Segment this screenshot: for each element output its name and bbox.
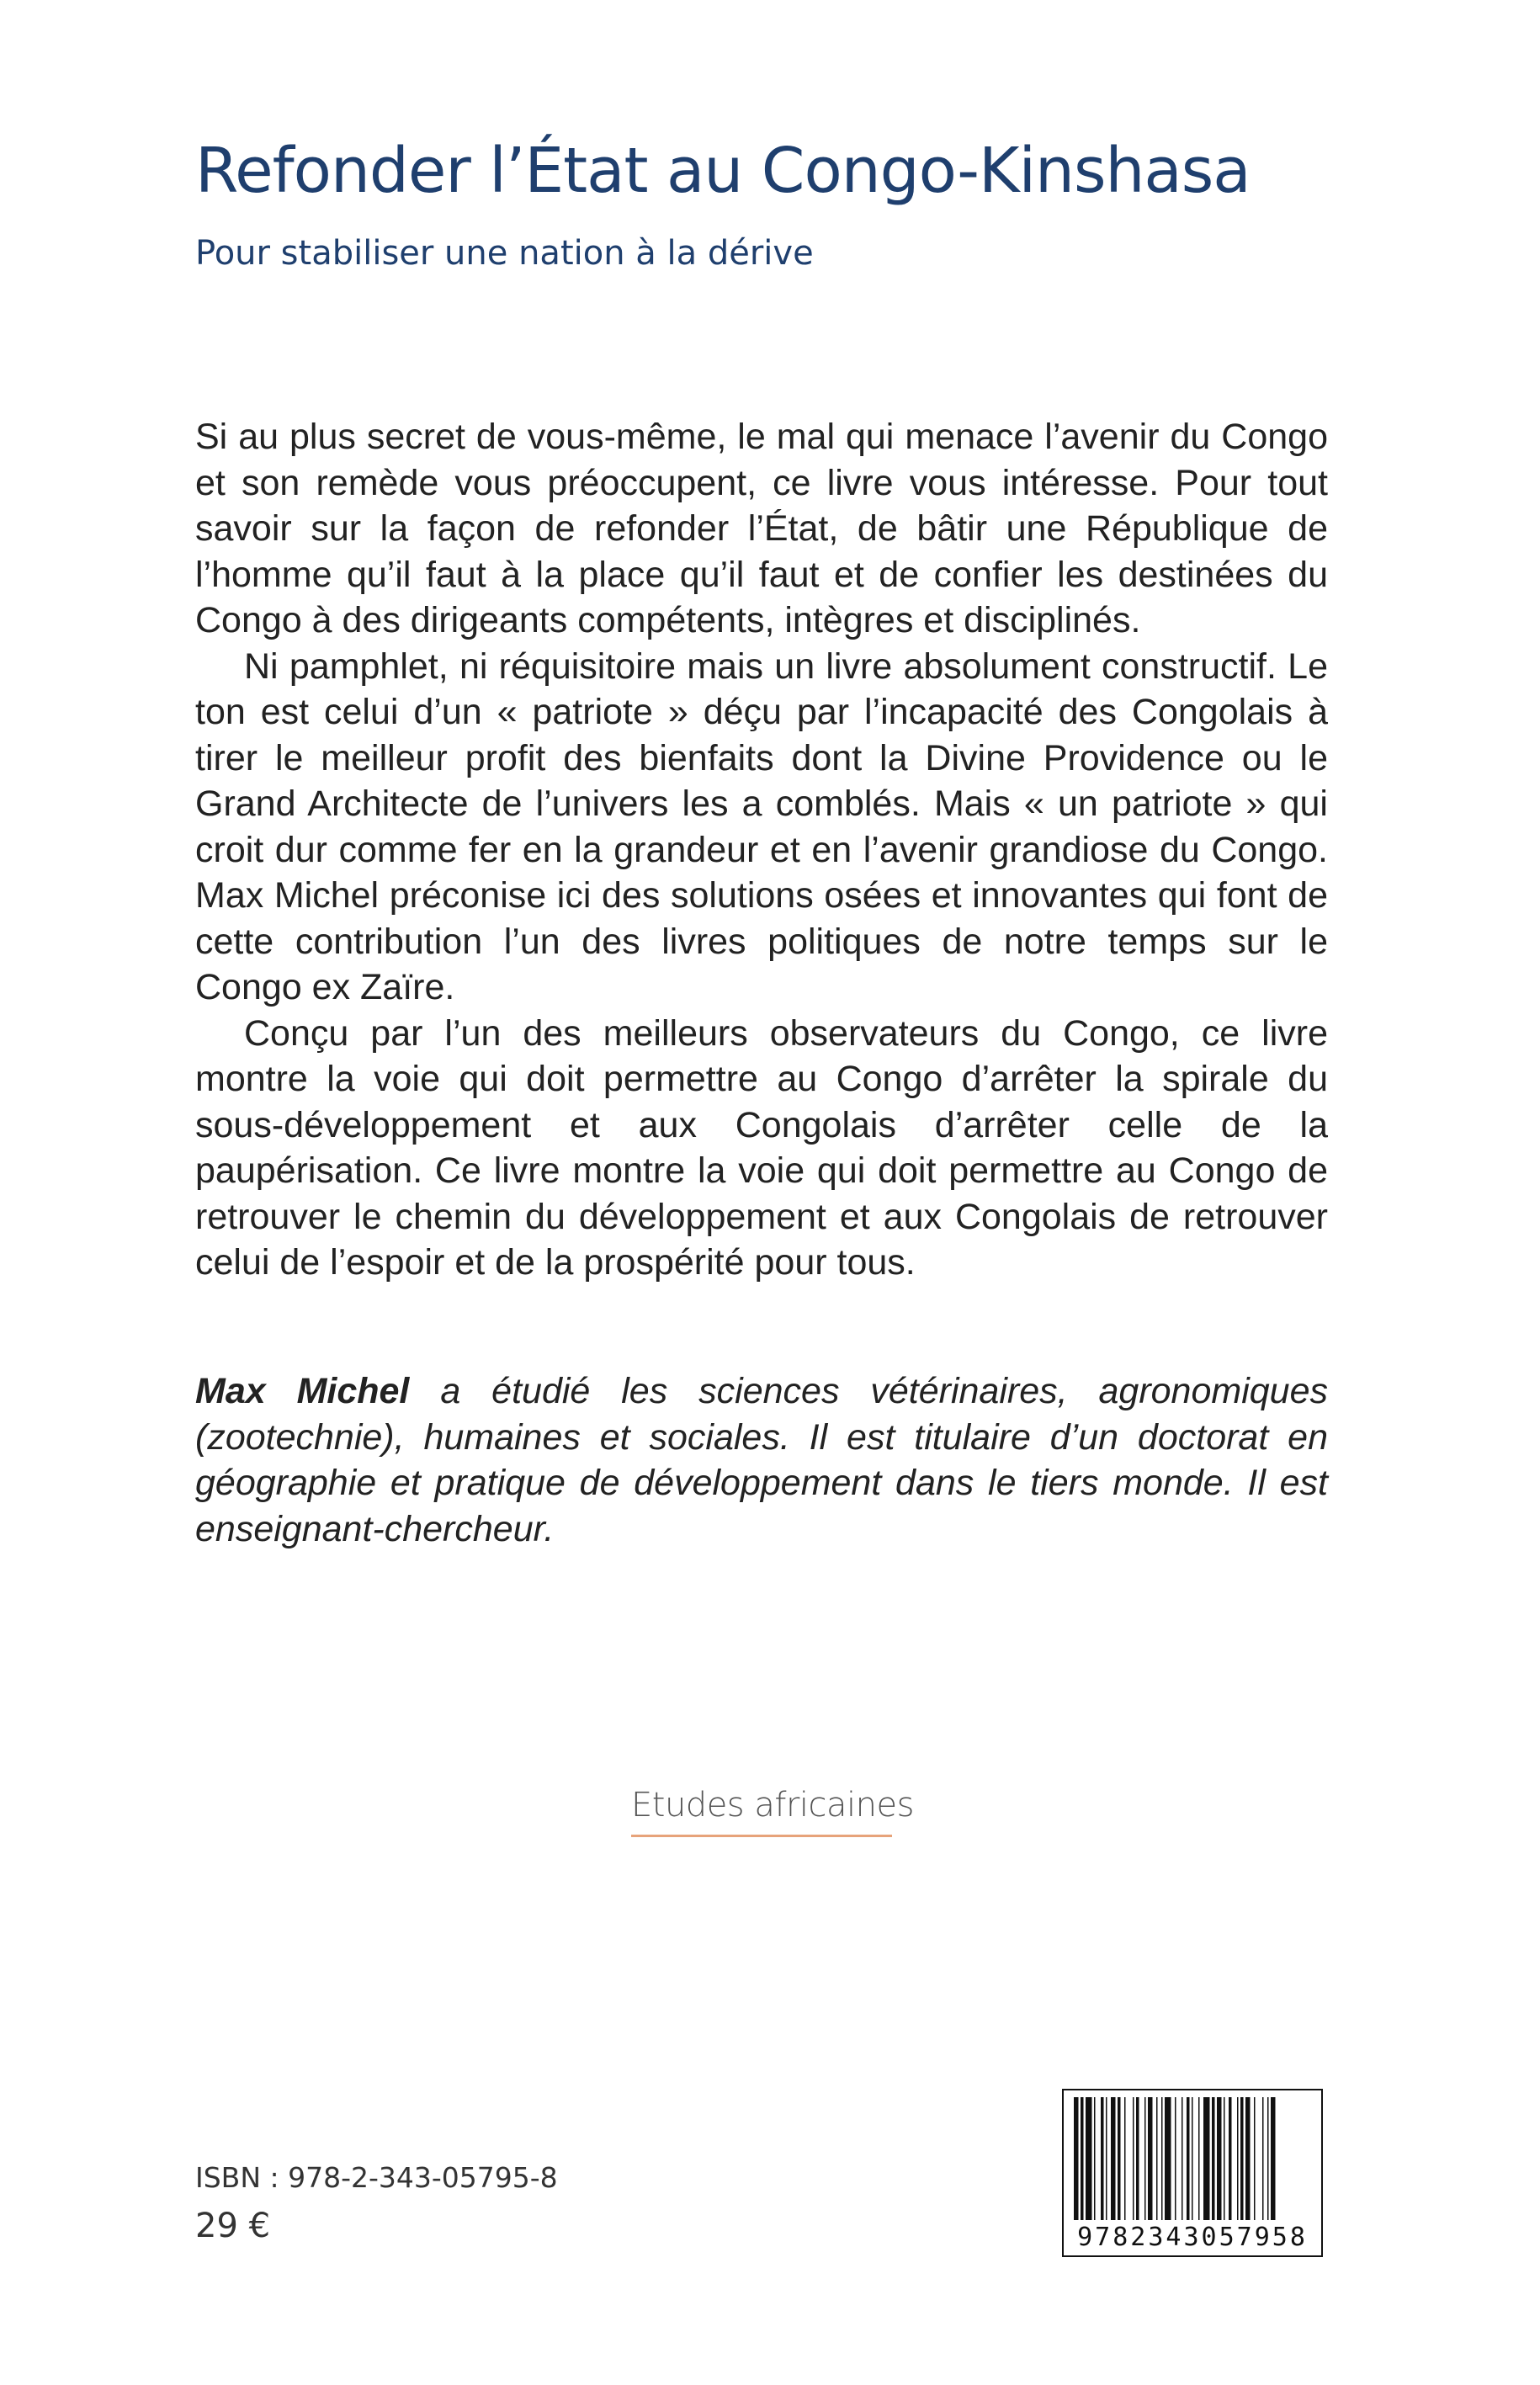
barcode-bar [1182,2097,1183,2220]
blurb-paragraph-3: Conçu par l’un des meilleurs observateurs du Congo, ce livre montre la voie qui doit permettre au Congo d’arrêter la spirale du sous-développement et aux Congolais d’arrêter celle de la paupérisation. Ce livre montre la voie qui doit permettre au Congo de retrouver le chemin du développement et aux Congolais de retrouver celui de l’espoir et de la prospérité pour tous. [195,1012,1328,1283]
barcode-bar [1111,2097,1116,2220]
barcode-bar [1212,2097,1215,2220]
barcode-bar [1229,2097,1232,2220]
author-bio-text: a étudié les sciences vétérinaires, agronomiques (zootechnie), humaines et sociales. Il est titulaire d’un doctorat en géographie et pratique de développement dans le tiers monde. Il est enseignant-chercheur. [195,1371,1329,1549]
barcode-bar [1217,2097,1222,2220]
back-cover-blurb [195,414,1328,1286]
barcode-bar [1175,2097,1176,2220]
barcode [1062,2089,1323,2257]
barcode-bar [1161,2097,1163,2220]
barcode-bar [1203,2097,1210,2220]
barcode-bar [1106,2097,1107,2220]
price-label: 29 € [195,2207,271,2245]
author-name: Max Michel [195,1371,410,1411]
barcode-bars-icon [1072,2097,1316,2220]
barcode-bar [1192,2097,1193,2220]
barcode-bar [1187,2097,1190,2220]
barcode-digits: 9782343057958 [1077,2223,1308,2252]
collection-underline [631,1835,892,1837]
barcode-bar [1237,2097,1239,2220]
barcode-bar [1133,2097,1134,2220]
barcode-bar [1118,2097,1121,2220]
barcode-bar [1086,2097,1092,2220]
collection-name: Etudes africaines [631,1786,914,1825]
barcode-bar [1094,2097,1096,2220]
barcode-bar [1224,2097,1225,2220]
barcode-bar [1245,2097,1251,2220]
barcode-bar [1240,2097,1244,2220]
barcode-bar [1198,2097,1200,2220]
book-subtitle: Pour stabiliser une nation à la dérive [195,234,814,273]
barcode-bar [1144,2097,1146,2220]
barcode-bar [1074,2097,1079,2220]
barcode-bar [1101,2097,1104,2220]
book-title: Refonder l’État au Congo-Kinshasa [195,135,1251,207]
barcode-bar [1081,2097,1084,2220]
barcode-bar [1271,2097,1276,2220]
isbn-label: ISBN : 978-2-343-05795-8 [195,2161,558,2194]
barcode-bar [1254,2097,1256,2220]
blurb-paragraph-1: Si au plus secret de vous-même, le mal qui menace l’avenir du Congo et son remède vous préoccupent, ce livre vous intéresse. Pour tout savoir sur la façon de refonder l’État, de bâtir une République de l’homme qu’il faut à la place qu’il faut et de confier les destinées du Congo à des dirigeants compétents, intègres et disciplinés. [195,417,1328,640]
barcode-bar [1124,2097,1126,2220]
barcode-bar [1136,2097,1139,2220]
barcode-bar [1165,2097,1171,2220]
author-bio [195,1368,1328,1552]
barcode-bar [1267,2097,1269,2220]
barcode-bar [1156,2097,1158,2220]
barcode-bar [1262,2097,1264,2220]
blurb-paragraph-2: Ni pamphlet, ni réquisitoire mais un livre absolument constructif. Le ton est celui d’un « patriote » déçu par l’incapacité des Congolais à tirer le meilleur profit des bienfaits dont la Divine Providence ou le Grand Architecte de l’univers les a comblés. Mais « un patriote » qui croit dur comme fer en la grandeur et en l’avenir grandiose du Congo. Max Michel préconise ici des solutions osées et innovantes qui font de cette contribution l’un des livres politiques de notre temps sur le Congo ex Zaïre. [195,645,1328,1007]
barcode-bar [1148,2097,1153,2220]
